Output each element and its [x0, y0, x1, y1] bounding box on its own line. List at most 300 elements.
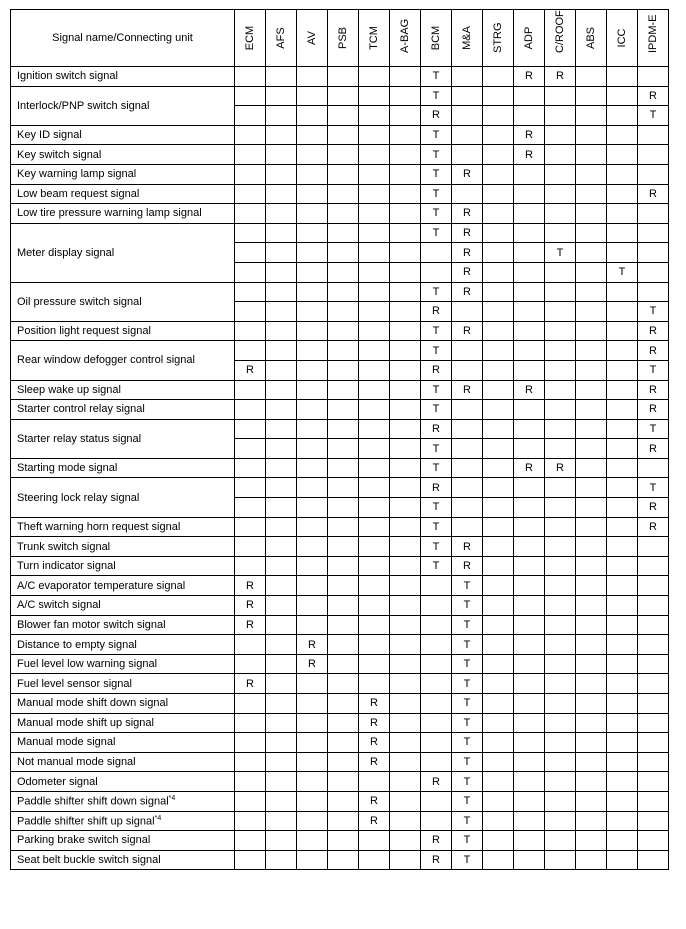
signal-cell [235, 752, 266, 772]
signal-cell [328, 635, 359, 655]
signal-cell [514, 400, 545, 420]
signal-name-cell [11, 615, 235, 635]
signal-cell [545, 498, 576, 518]
signal-name-cell [11, 635, 235, 655]
signal-cell [328, 262, 359, 282]
signal-name-cell [11, 478, 235, 517]
signal-cell [638, 537, 669, 557]
table-row [11, 752, 669, 772]
signal-cell: T [452, 674, 483, 694]
signal-cell [452, 419, 483, 439]
signal-cell [266, 791, 297, 811]
signal-cell [297, 106, 328, 126]
signal-cell [328, 615, 359, 635]
signal-cell: T [452, 576, 483, 596]
signal-cell [638, 204, 669, 224]
signal-name-cell [11, 341, 235, 380]
signal-cell [576, 184, 607, 204]
signal-cell [576, 125, 607, 145]
signal-cell [235, 282, 266, 302]
signal-cell [235, 556, 266, 576]
table-row [11, 791, 669, 811]
signal-cell [638, 145, 669, 165]
signal-cell [390, 439, 421, 459]
table-row [11, 67, 669, 87]
signal-cell: T [452, 654, 483, 674]
signal-cell [607, 694, 638, 714]
signal-cell [390, 772, 421, 792]
signal-cell [607, 596, 638, 616]
signal-cell [328, 752, 359, 772]
signal-cell [483, 106, 514, 126]
signal-cell [514, 106, 545, 126]
signal-cell [359, 498, 390, 518]
signal-cell [576, 439, 607, 459]
signal-cell [545, 733, 576, 753]
signal-name-cell [11, 400, 235, 420]
column-header-tcm [359, 10, 390, 67]
signal-cell [297, 576, 328, 596]
signal-cell [359, 262, 390, 282]
signal-cell [452, 360, 483, 380]
signal-cell [514, 321, 545, 341]
signal-cell [328, 145, 359, 165]
signal-name: Turn indicator signal [17, 560, 116, 573]
signal-cell [483, 204, 514, 224]
signal-cell: T [452, 713, 483, 733]
signal-cell [266, 86, 297, 106]
signal-cell: R [359, 694, 390, 714]
signal-cell [266, 674, 297, 694]
signal-cell [390, 713, 421, 733]
signal-cell [421, 654, 452, 674]
signal-cell [607, 321, 638, 341]
signal-cell [235, 419, 266, 439]
signal-name-cell [11, 537, 235, 557]
signal-cell [483, 556, 514, 576]
signal-name: Trunk switch signal [17, 540, 111, 553]
signal-cell [545, 360, 576, 380]
table-row [11, 772, 669, 792]
signal-cell [297, 125, 328, 145]
signal-cell [328, 850, 359, 870]
signal-cell [266, 517, 297, 537]
signal-cell: R [452, 223, 483, 243]
signal-cell [483, 654, 514, 674]
column-header-label: ADP [523, 26, 535, 50]
signal-cell: R [297, 635, 328, 655]
signal-cell [545, 752, 576, 772]
column-header-psb [328, 10, 359, 67]
signal-cell [235, 341, 266, 361]
column-header-adp [514, 10, 545, 67]
signal-cell [421, 635, 452, 655]
signal-cell [390, 380, 421, 400]
signal-cell [607, 400, 638, 420]
signal-cell [235, 498, 266, 518]
signal-name: Distance to empty signal [17, 638, 137, 651]
signal-cell [483, 517, 514, 537]
signal-cell [235, 791, 266, 811]
signal-cell [390, 282, 421, 302]
signal-cell [266, 772, 297, 792]
signal-name-cell [11, 831, 235, 851]
table-row [11, 811, 669, 831]
signal-cell [545, 694, 576, 714]
footnote-marker: *4 [168, 794, 176, 802]
signal-cell [359, 831, 390, 851]
signal-cell [638, 831, 669, 851]
signal-cell [390, 419, 421, 439]
signal-cell [576, 341, 607, 361]
signal-cell [483, 262, 514, 282]
signal-cell [483, 341, 514, 361]
signal-cell [483, 498, 514, 518]
table-row [11, 184, 669, 204]
signal-cell [297, 694, 328, 714]
signal-cell [328, 106, 359, 126]
signal-cell [514, 635, 545, 655]
signal-cell [235, 654, 266, 674]
signal-cell [545, 419, 576, 439]
signal-cell [607, 811, 638, 831]
signal-cell [638, 694, 669, 714]
signal-cell [607, 439, 638, 459]
signal-cell [328, 125, 359, 145]
signal-cell [607, 419, 638, 439]
signal-cell [576, 400, 607, 420]
signal-cell [452, 458, 483, 478]
signal-cell [607, 164, 638, 184]
signal-cell [297, 713, 328, 733]
signal-cell [576, 204, 607, 224]
signal-cell: R [421, 360, 452, 380]
signal-cell: R [421, 772, 452, 792]
signal-cell [235, 517, 266, 537]
signal-cell [545, 772, 576, 792]
signal-cell [607, 733, 638, 753]
signal-cell: T [452, 831, 483, 851]
signal-cell: R [514, 67, 545, 87]
table-row [11, 713, 669, 733]
signal-cell [235, 380, 266, 400]
signal-name: Position light request signal [17, 325, 151, 338]
signal-cell: T [607, 262, 638, 282]
signal-cell [545, 184, 576, 204]
signal-cell: T [421, 223, 452, 243]
signal-cell: R [359, 752, 390, 772]
signal-cell: T [421, 556, 452, 576]
signal-cell: R [421, 850, 452, 870]
signal-cell [235, 302, 266, 322]
signal-cell [576, 262, 607, 282]
signal-cell [266, 321, 297, 341]
signal-name: Sleep wake up signal [17, 383, 121, 396]
signal-cell [421, 674, 452, 694]
signal-cell [266, 439, 297, 459]
column-header-label: ABS [585, 27, 597, 50]
signal-cell: R [359, 811, 390, 831]
signal-cell: T [452, 850, 483, 870]
column-header-label: M&A [461, 26, 473, 50]
signal-cell [328, 360, 359, 380]
signal-cell [576, 694, 607, 714]
signal-cell: R [638, 439, 669, 459]
signal-cell [390, 86, 421, 106]
signal-name-cell [11, 145, 235, 165]
signal-cell [266, 498, 297, 518]
signal-cell: R [235, 615, 266, 635]
signal-cell: R [514, 380, 545, 400]
signal-cell [266, 850, 297, 870]
signal-cell [514, 654, 545, 674]
signal-cell [297, 615, 328, 635]
signal-cell [390, 145, 421, 165]
signal-cell [328, 223, 359, 243]
signal-cell: T [452, 772, 483, 792]
signal-cell [390, 674, 421, 694]
signal-cell [266, 184, 297, 204]
signal-cell [576, 243, 607, 263]
signal-cell [297, 341, 328, 361]
signal-cell [638, 674, 669, 694]
signal-cell [297, 733, 328, 753]
signal-cell [297, 243, 328, 263]
signal-cell [607, 106, 638, 126]
signal-cell [545, 654, 576, 674]
signal-cell [266, 811, 297, 831]
signal-cell: T [421, 321, 452, 341]
signal-cell [545, 282, 576, 302]
column-header-label: STRG [492, 22, 504, 53]
signal-cell [328, 517, 359, 537]
signal-cell [576, 596, 607, 616]
signal-cell [421, 576, 452, 596]
signal-cell [452, 400, 483, 420]
signal-cell [545, 576, 576, 596]
signal-cell [359, 164, 390, 184]
signal-cell [328, 478, 359, 498]
signal-cell [359, 537, 390, 557]
signal-cell [421, 243, 452, 263]
signal-cell [390, 125, 421, 145]
signal-cell [235, 713, 266, 733]
table-header-row [11, 10, 669, 67]
signal-cell [607, 184, 638, 204]
signal-name: Interlock/PNP switch signal [17, 99, 150, 112]
signal-cell [514, 498, 545, 518]
signal-cell [545, 204, 576, 224]
signal-cell [297, 282, 328, 302]
signal-cell [483, 282, 514, 302]
signal-cell: T [452, 615, 483, 635]
signal-name-cell [11, 204, 235, 224]
signal-cell [390, 576, 421, 596]
signal-cell [483, 791, 514, 811]
column-header-label: TCM [368, 26, 380, 50]
signal-cell [266, 419, 297, 439]
signal-cell [421, 752, 452, 772]
column-header-label: ECM [244, 25, 256, 51]
signal-cell [607, 145, 638, 165]
signal-cell [483, 615, 514, 635]
signal-cell [390, 106, 421, 126]
signal-cell [297, 164, 328, 184]
signal-cell [390, 635, 421, 655]
signal-cell: R [421, 478, 452, 498]
signal-cell [514, 791, 545, 811]
signal-cell [328, 243, 359, 263]
column-header-label: A-BAG [399, 18, 411, 53]
signal-cell: T [452, 733, 483, 753]
signal-cell [514, 831, 545, 851]
signal-cell [514, 694, 545, 714]
signal-cell: T [421, 282, 452, 302]
signal-cell [576, 733, 607, 753]
signal-cell [514, 478, 545, 498]
signal-cell [266, 831, 297, 851]
signal-cell [483, 302, 514, 322]
signal-cell: T [421, 537, 452, 557]
column-header-label: PSB [337, 27, 349, 50]
signal-name: Theft warning horn request signal [17, 520, 181, 533]
signal-cell [483, 635, 514, 655]
signal-cell [514, 262, 545, 282]
signal-cell [514, 713, 545, 733]
signal-cell [483, 223, 514, 243]
signal-cell [297, 321, 328, 341]
signal-name: Paddle shifter shift down signal [17, 795, 169, 808]
signal-cell [483, 321, 514, 341]
signal-name-cell [11, 713, 235, 733]
signal-cell [390, 694, 421, 714]
signal-cell [390, 831, 421, 851]
signal-name: A/C evaporator temperature signal [17, 579, 186, 592]
signal-cell [483, 478, 514, 498]
signal-cell [235, 635, 266, 655]
signal-cell [390, 204, 421, 224]
signal-cell [328, 419, 359, 439]
signal-cell [638, 67, 669, 87]
signal-cell [421, 262, 452, 282]
signal-name-cell [11, 67, 235, 87]
signal-cell [235, 145, 266, 165]
column-header-label: BCM [430, 25, 442, 51]
signal-cell: R [235, 674, 266, 694]
signal-name: Fuel level sensor signal [17, 677, 132, 690]
signal-cell [607, 850, 638, 870]
signal-cell [576, 164, 607, 184]
signal-cell [359, 302, 390, 322]
signal-cell [483, 439, 514, 459]
signal-cell [266, 282, 297, 302]
signal-table-container [10, 9, 669, 870]
signal-cell [576, 850, 607, 870]
table-row [11, 321, 669, 341]
signal-cell [235, 458, 266, 478]
signal-name-cell [11, 752, 235, 772]
signal-cell [483, 674, 514, 694]
signal-cell [390, 498, 421, 518]
signal-cell [483, 360, 514, 380]
signal-name-cell [11, 811, 235, 831]
signal-cell: T [421, 145, 452, 165]
signal-cell [328, 184, 359, 204]
signal-cell: T [421, 517, 452, 537]
signal-cell [328, 439, 359, 459]
signal-cell [576, 615, 607, 635]
signal-cell [483, 86, 514, 106]
signal-cell [607, 243, 638, 263]
signal-cell [545, 380, 576, 400]
signal-cell [328, 458, 359, 478]
signal-name-cell [11, 674, 235, 694]
signal-name: Starter relay status signal [17, 432, 142, 445]
signal-cell [297, 772, 328, 792]
signal-name: Manual mode shift down signal [17, 697, 169, 710]
signal-cell [452, 86, 483, 106]
table-row [11, 556, 669, 576]
signal-cell [421, 733, 452, 753]
signal-cell [235, 321, 266, 341]
signal-name: Oil pressure switch signal [17, 295, 142, 308]
signal-cell [266, 262, 297, 282]
signal-cell [390, 67, 421, 87]
signal-cell [483, 537, 514, 557]
signal-cell [483, 164, 514, 184]
signal-cell [576, 635, 607, 655]
signal-cell: R [514, 125, 545, 145]
signal-cell: T [638, 106, 669, 126]
signal-cell [328, 537, 359, 557]
signal-cell [328, 67, 359, 87]
signal-cell: R [452, 164, 483, 184]
signal-cell [483, 752, 514, 772]
signal-cell [452, 517, 483, 537]
signal-cell [452, 125, 483, 145]
signal-cell [545, 674, 576, 694]
signal-cell [576, 831, 607, 851]
signal-cell [297, 86, 328, 106]
signal-cell [576, 654, 607, 674]
signal-cell [421, 694, 452, 714]
signal-cell [514, 752, 545, 772]
signal-cell [359, 850, 390, 870]
signal-cell [576, 458, 607, 478]
signal-cell [359, 380, 390, 400]
signal-cell [297, 517, 328, 537]
signal-cell: T [452, 752, 483, 772]
table-row [11, 478, 669, 498]
signal-cell [607, 791, 638, 811]
signal-cell [266, 360, 297, 380]
signal-cell [576, 791, 607, 811]
signal-cell: R [359, 791, 390, 811]
signal-cell: T [421, 439, 452, 459]
table-row [11, 282, 669, 302]
signal-cell [297, 360, 328, 380]
column-header-label: ICC [616, 28, 628, 48]
signal-cell [390, 400, 421, 420]
signal-cell [359, 106, 390, 126]
signal-cell [514, 302, 545, 322]
signal-cell [328, 733, 359, 753]
signal-cell [607, 615, 638, 635]
signal-cell [328, 694, 359, 714]
signal-cell [297, 791, 328, 811]
signal-name: A/C switch signal [17, 599, 101, 612]
signal-cell [266, 654, 297, 674]
